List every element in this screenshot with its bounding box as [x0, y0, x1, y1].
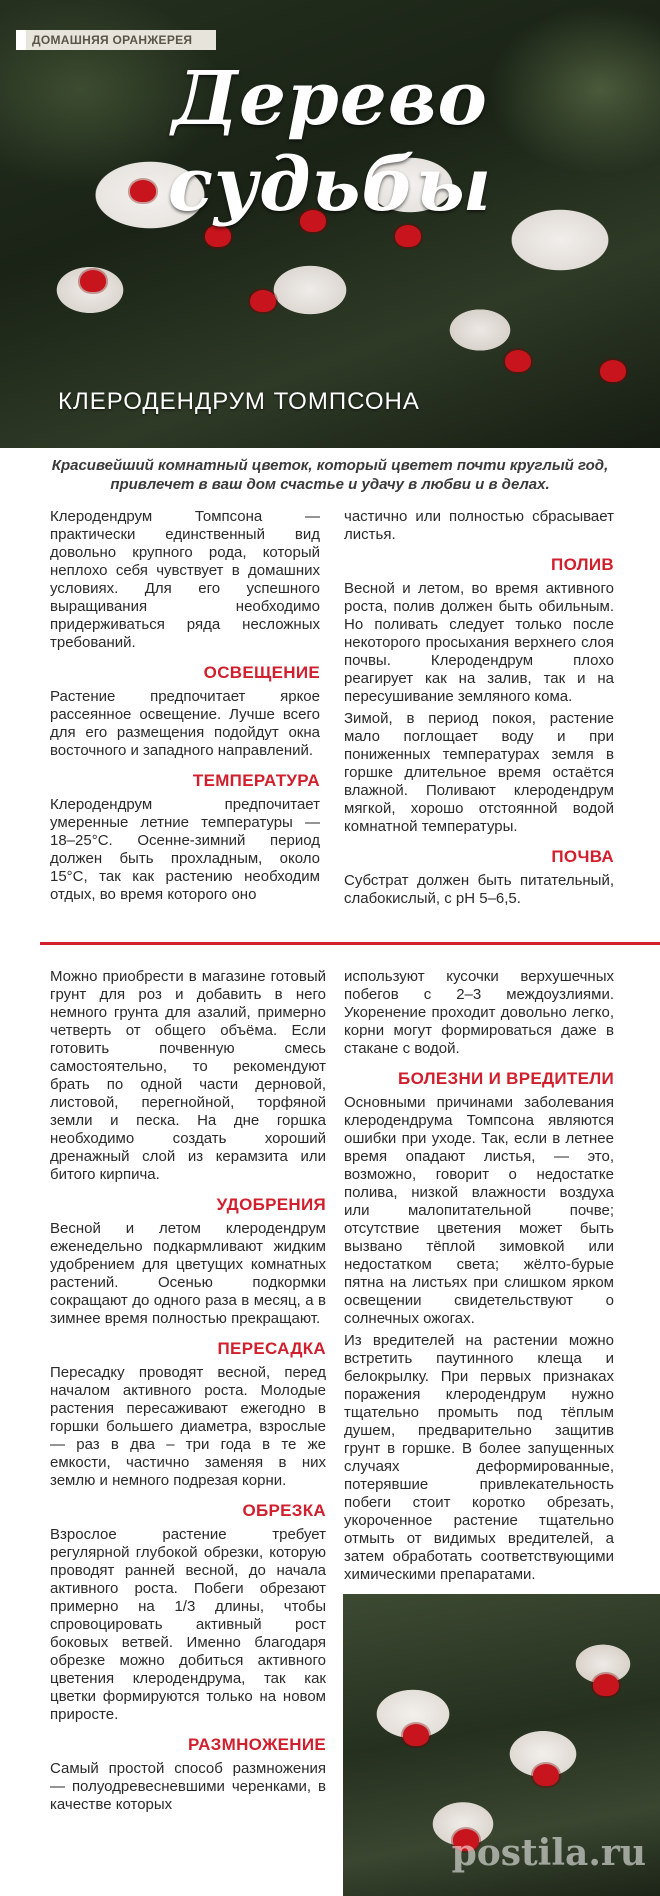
- heading-pruning: ОБРЕЗКА: [242, 1501, 326, 1520]
- heading-watering: ПОЛИВ: [551, 555, 614, 574]
- watermark: postila.ru: [451, 1832, 646, 1874]
- repotting-paragraph: Пересадку проводят весной, перед началом активного роста. Молодые растения пересаживают ежегодно в горшки большего диаметра, взрослые — раз в два – три года в те же емкости, частично заменяя в них землю и немного подрезая корни.: [50, 1364, 326, 1489]
- heading-soil: ПОЧВА: [551, 847, 614, 866]
- hero-photo: [0, 0, 660, 448]
- fertilizer-paragraph: Весной и летом клеродендрум еженедельно подкармливают жидким удобрением для цветущих комнатных растений. Осенью подкормки сокращают до одного раза в месяц, а в зимнее время полностью прекращают.: [50, 1220, 326, 1327]
- flower-decoration: [205, 225, 231, 247]
- flower-decoration: [533, 1764, 559, 1786]
- propagation-paragraph: Самый простой способ размножения — полуодревесневшими черенками, в качестве которых: [50, 1760, 326, 1813]
- flower-decoration: [593, 1674, 619, 1696]
- section-divider: [40, 942, 660, 945]
- section-kicker: ДОМАШНЯЯ ОРАНЖЕРЕЯ: [16, 30, 216, 50]
- watering-paragraph-1: Весной и летом, во время активного роста, полив должен быть обильным. Но поливать следует только после некоторого просыхания верхнего слоя почвы. Клеродендрум плохо реагирует как на залив, так и на пересушивание земляного кома.: [344, 580, 614, 705]
- heading-diseases: БОЛЕЗНИ И ВРЕДИТЕЛИ: [398, 1069, 614, 1088]
- column-top-left: [50, 508, 320, 908]
- flower-decoration: [395, 225, 421, 247]
- flower-decoration: [403, 1724, 429, 1746]
- temperature-paragraph: Клеродендрум предпочитает умеренные летние температуры — 18–25°С. Осенне-зимний период должен быть прохладным, около 15°С, так как растению необходим отдых, во время которого оно: [50, 796, 320, 903]
- flower-decoration: [80, 270, 106, 292]
- soil-continued: Можно приобрести в магазине готовый грунт для роз и добавить в него немного грунта для азалий, примерно четверть от общего объёма. Если готовить почвенную смесь самостоятельно, то рекомендуют брать по одной части дерновой, листовой, перегнойной, торфяной земли и песка. На дне горшка необходимо создать хороший дренажный слой из керамзита или битого кирпича.: [50, 968, 326, 1183]
- heading-fertilizer: УДОБРЕНИЯ: [216, 1195, 326, 1214]
- flower-decoration: [250, 290, 276, 312]
- heading-temperature: ТЕМПЕРАТУРА: [192, 771, 320, 790]
- column-top-right: [344, 508, 614, 912]
- soil-paragraph: Субстрат должен быть питательный, слабокислый, с pH 5–6,5.: [344, 872, 614, 907]
- heading-propagation: РАЗМНОЖЕНИЕ: [187, 1735, 326, 1754]
- temperature-continued: частично или полностью сбрасывает листья.: [344, 508, 614, 543]
- flower-photo: [343, 1594, 660, 1896]
- diseases-paragraph-2: Из вредителей на растении можно встретить паутинного клеща и белокрылку. При первых признаках поражения клеродендрум нужно тщательно промыть под тёплым душем, предварительно защитив грунт в горшке. В более запущенных случаях деформированные, потерявшие привлекательность побеги стоит коротко обрезать, укороченное растение тщательно отмыть от видимых вредителей, а затем обработать соответствующими химическими препаратами.: [344, 1332, 614, 1583]
- page-subtitle: КЛЕРОДЕНДРУМ ТОМПСОНА: [58, 388, 420, 415]
- lighting-paragraph: Растение предпочитает яркое рассеянное освещение. Лучше всего для его размещения подойдут окна восточного и западного направлений.: [50, 688, 320, 759]
- propagation-continued: используют кусочки верхушечных побегов с 2–3 междоузлиями. Укоренение проходит довольно легко, корни могут формироваться даже в стакане с водой.: [344, 968, 614, 1057]
- pruning-paragraph: Взрослое растение требует регулярной глубокой обрезки, которую проводят ранней весной, до начала активного роста. Побеги обрезают примерно на 1/3 длины, чтобы спровоцировать активный рост боковых ветвей. Именно благодаря обрезке можно добиться активного цветения клеродендрума, так как цветки формируются только на новом приросте.: [50, 1526, 326, 1723]
- diseases-paragraph-1: Основными причинами заболевания клеродендрума Томпсона являются ошибки при уходе. Так, если в летнее время опадают листья, — это, возможно, говорит о недостатке полива, низкой влажности воздуха или малопитательной почве; отсутствие цветения может быть вызвано тёплой зимовкой или недостатком света; жёлто-бурые пятна на листьях при слишком ярком освещении свидетельствуют о солнечных ожогах.: [344, 1094, 614, 1327]
- heading-repotting: ПЕРЕСАДКА: [217, 1339, 326, 1358]
- lead-paragraph: Красивейший комнатный цветок, который цветет почти круглый год, привлечет в ваш дом счастье и удачу в любви и в делах.: [51, 457, 609, 493]
- watering-paragraph-2: Зимой, в период покоя, растение мало поглощает воду и при пониженных температурах земля в горшке длительное время остаётся влажной. Поливают клеродендрум мягкой, хорошо отстоянной водой комнатной температуры.: [344, 710, 614, 835]
- heading-lighting: ОСВЕЩЕНИЕ: [203, 663, 320, 682]
- flower-decoration: [505, 350, 531, 372]
- column-bottom-right: [344, 968, 614, 1588]
- flower-decoration: [600, 360, 626, 382]
- page-title: Дерево судьбы: [167, 56, 493, 228]
- column-bottom-left: [50, 968, 326, 1818]
- intro-paragraph: Клеродендрум Томпсона — практически единственный вид довольно крупного рода, который неплохо себя чувствует в домашних условиях. Для его успешного выращивания необходимо придерживаться ряда несложных требований.: [50, 508, 320, 651]
